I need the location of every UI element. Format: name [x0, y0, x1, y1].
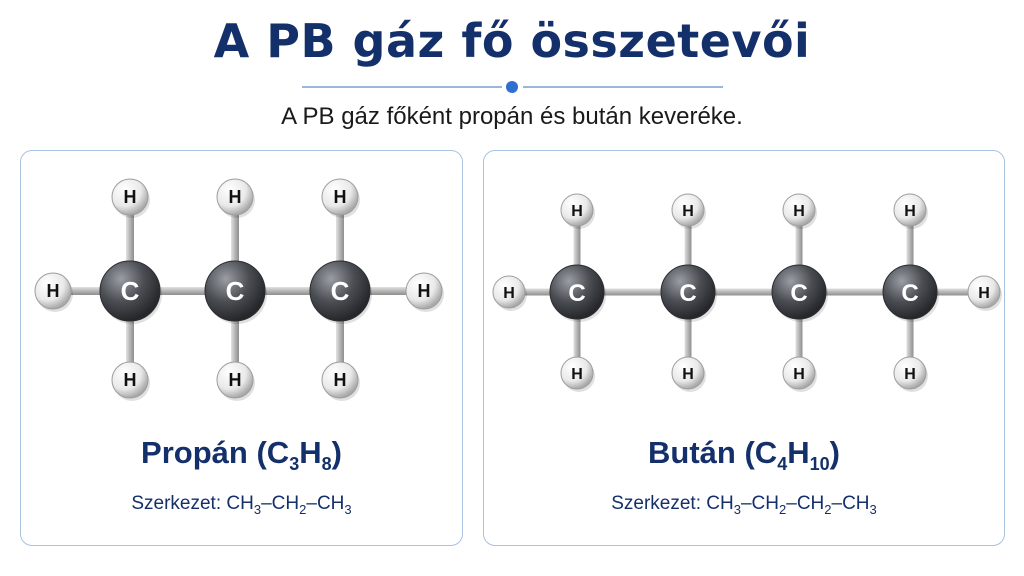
propane-structure-formula: Szerkezet: $CH_3-CH_2-CH_3$: [131, 493, 352, 517]
atom-label-h: H: [503, 285, 515, 302]
atom-label-h: H: [793, 366, 805, 383]
title-divider-right: [523, 86, 723, 88]
propane-hydrogen-atom: [112, 362, 150, 401]
propane-hydrogen-atom: [322, 362, 360, 401]
butane-card: [483, 150, 1005, 546]
butane-hydrogen-atom: [561, 194, 595, 229]
propane-hydrogen-atom: [112, 179, 150, 218]
title-divider-left: [302, 86, 502, 88]
atom-label-h: H: [904, 366, 916, 383]
propane-hydrogen-atom: [406, 273, 444, 312]
title-divider-dot: [506, 81, 518, 93]
atom-label-c: C: [568, 280, 586, 307]
butane-carbon-atom: [883, 265, 939, 322]
atom-label-h: H: [333, 187, 347, 207]
atom-label-h: H: [228, 187, 242, 207]
propane-hydrogen-atom: [35, 273, 73, 312]
atom-label-c: C: [790, 280, 808, 307]
butane-hydrogen-atom: [672, 357, 706, 392]
propane-hydrogen-atom: [322, 179, 360, 218]
butane-hydrogen-atom: [894, 194, 928, 229]
page-subtitle: A PB gáz főként propán és bután keveréke.: [281, 103, 743, 130]
propane-hydrogen-atom: [217, 362, 255, 401]
butane-formula: $(C_4H_{10})$: [744, 435, 840, 475]
atom-label-h: H: [333, 370, 347, 390]
atom-label-h: H: [682, 366, 694, 383]
butane-structure-formula: Szerkezet: $CH_3-CH_2-CH_2-CH_3$: [611, 493, 877, 517]
atom-label-c: C: [330, 276, 350, 306]
propane-name-text: Propán: [141, 435, 248, 470]
page-title: A PB gáz fő összetevői: [213, 14, 811, 68]
atom-label-h: H: [46, 281, 60, 301]
propane-hydrogen-atom: [217, 179, 255, 218]
atom-label-h: H: [123, 370, 137, 390]
atom-label-h: H: [571, 203, 583, 220]
butane-hydrogen-atom: [672, 194, 706, 229]
butane-hydrogen-atom: [783, 194, 817, 229]
atom-label-h: H: [228, 370, 242, 390]
atom-label-h: H: [904, 203, 916, 220]
butane-hydrogen-atom: [894, 357, 928, 392]
propane-structure-diagram: [21, 151, 464, 421]
propane-carbon-atom: [205, 261, 267, 324]
butane-hydrogen-atom: [561, 357, 595, 392]
atom-label-c: C: [225, 276, 245, 306]
propane-carbon-atom: [310, 261, 372, 324]
atom-label-h: H: [793, 203, 805, 220]
butane-hydrogen-atom: [968, 276, 1002, 311]
atom-label-h: H: [571, 366, 583, 383]
atom-label-c: C: [901, 280, 919, 307]
propane-formula: $(C_3H_8)$: [256, 435, 342, 475]
propane-carbon-atom: [100, 261, 162, 324]
atom-label-h: H: [978, 285, 990, 302]
propane-card: [20, 150, 463, 546]
atom-label-h: H: [417, 281, 431, 301]
butane-name: [484, 435, 1004, 475]
atom-label-c: C: [679, 280, 697, 307]
butane-hydrogen-atom: [493, 276, 527, 311]
butane-hydrogen-atom: [783, 357, 817, 392]
atom-label-h: H: [123, 187, 137, 207]
butane-carbon-atom: [772, 265, 828, 322]
propane-name: [21, 435, 462, 475]
butane-carbon-atom: [550, 265, 606, 322]
butane-name-text: Bután: [648, 435, 736, 470]
butane-structure-diagram: [484, 151, 1006, 421]
butane-carbon-atom: [661, 265, 717, 322]
atom-label-c: C: [120, 276, 140, 306]
atom-label-h: H: [682, 203, 694, 220]
